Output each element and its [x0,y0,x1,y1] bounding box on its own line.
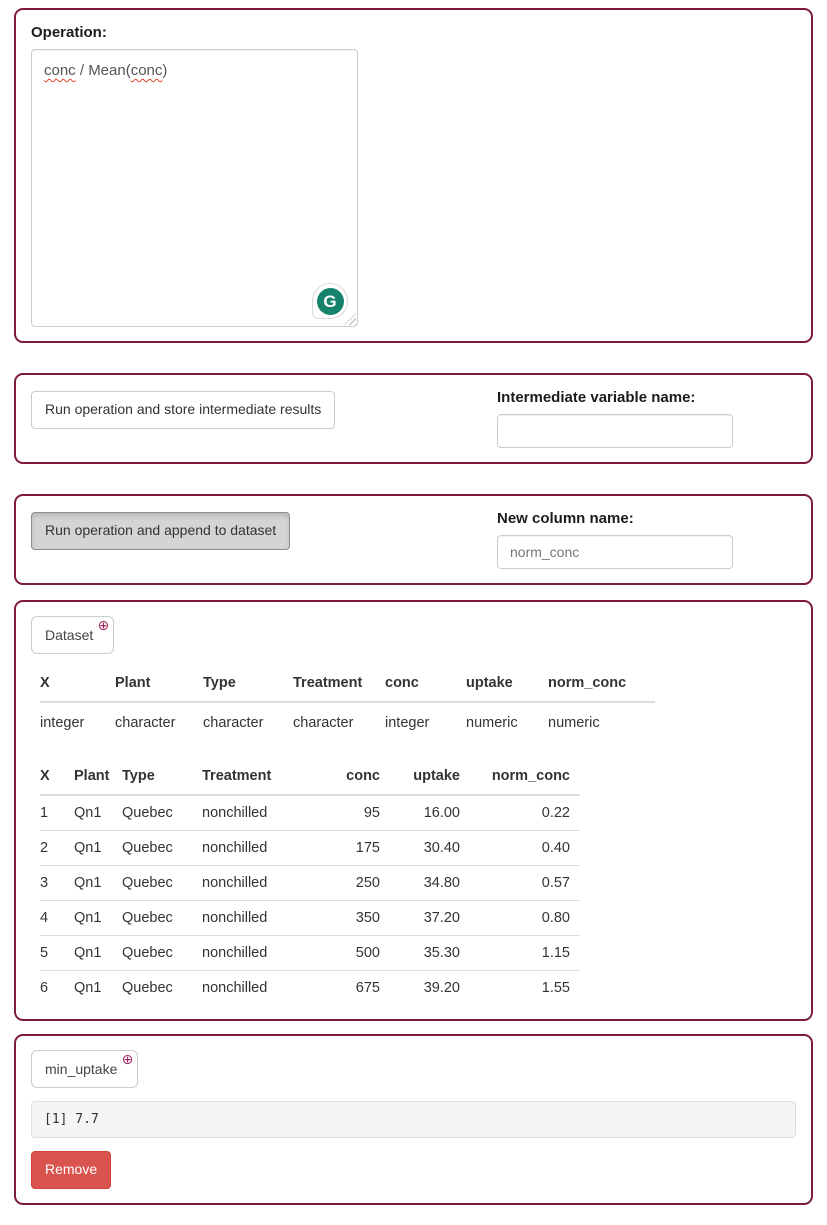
table-cell: character [115,715,176,731]
operation-label: Operation: [31,24,107,41]
table-cell: 175 [320,831,390,866]
table-row [40,901,580,936]
table-cell: Qn1 [74,901,122,936]
misspelled-word: conc [130,62,163,79]
table-cell: Qn1 [74,980,102,996]
table-cell: 0.80 [470,901,580,936]
append-panel-right [497,510,733,569]
column-header: norm_conc [548,667,655,702]
table-cell: 1 [40,795,74,831]
table-cell: nonchilled [202,866,320,901]
table-cell: Qn1 [74,866,122,901]
table-cell: Quebec [122,831,202,866]
dataset-schema-table [40,667,655,740]
new-column-input[interactable] [497,535,733,569]
intermediate-panel-right [497,389,733,448]
table-cell: nonchilled [202,795,320,831]
table-cell: 0.40 [470,831,580,866]
table-cell: character [203,715,264,731]
table-cell: Quebec [122,980,173,996]
tab-dataset[interactable] [31,616,114,654]
table-cell: Qn1 [74,795,122,831]
table-cell: nonchilled [202,831,320,866]
column-header: Type [203,667,293,702]
table-cell: Qn1 [74,831,122,866]
table-cell: 37.20 [390,901,470,936]
grammarly-g-letter: G [317,288,344,315]
column-header: conc [320,760,390,795]
column-header: uptake [466,667,548,702]
table-cell: 675 [355,980,380,996]
table-cell: 1.15 [470,936,580,971]
operation-panel [14,8,813,343]
table-cell: 0.57 [470,866,580,901]
table-cell: 34.80 [390,866,470,901]
table-cell: 30.40 [390,831,470,866]
table-row [40,795,580,831]
table-row [40,866,580,901]
table-cell: character [293,715,354,731]
table-cell: 0.22 [470,795,580,831]
table-cell: 5 [40,936,74,971]
column-header: conc [385,667,466,702]
column-header: Plant [74,760,122,795]
column-header: X [40,760,74,795]
table-cell: nonchilled [202,980,268,996]
append-panel-left [31,510,497,550]
table-row [40,702,655,740]
table-cell: numeric [466,715,518,731]
table-cell: nonchilled [202,901,320,936]
table-cell: Quebec [122,936,202,971]
table-cell: Quebec [122,901,202,936]
intermediate-variable-input[interactable] [497,414,733,448]
column-header: norm_conc [470,760,580,795]
table-cell: 4 [40,901,74,936]
tab-min-uptake[interactable] [31,1050,138,1088]
remove-button[interactable]: Remove [31,1151,111,1189]
table-cell: nonchilled [202,936,320,971]
intermediate-panel [14,373,813,464]
column-header: X [40,667,115,702]
column-header: uptake [390,760,470,795]
table-cell: 500 [320,936,390,971]
table-row [40,936,580,971]
table-cell: 350 [320,901,390,936]
table-cell: 35.30 [390,936,470,971]
column-header: Treatment [202,760,320,795]
circle-plus-icon[interactable]: ⊕ [121,1051,134,1067]
table-cell: Quebec [122,795,202,831]
dataset-panel [14,600,813,1021]
table-row [40,831,580,866]
append-panel [14,494,813,585]
column-header: Type [122,760,202,795]
new-column-label: New column name: [497,510,634,527]
intermediate-variable-label: Intermediate variable name: [497,389,696,406]
tab-min-uptake-label: min_uptake [45,1061,118,1077]
operation-textarea-wrap [31,49,358,327]
header-row [40,667,655,702]
table-cell: 95 [320,795,390,831]
table-cell: 6 [40,980,49,996]
header-row [40,760,580,795]
table-cell: 3 [40,866,74,901]
table-cell: Quebec [122,866,202,901]
min-uptake-output: [1] 7.7 [31,1101,796,1138]
circle-plus-icon[interactable]: ⊕ [97,617,110,633]
table-cell: numeric [548,715,600,731]
table-cell: integer [40,715,85,731]
text-segment: ) [162,62,168,79]
column-header: Plant [115,667,203,702]
table-cell: integer [385,715,430,731]
table-cell: 39.20 [423,980,460,996]
table-row [40,971,580,1006]
dataset-data-table [40,760,580,1005]
table-cell: 2 [40,831,74,866]
run-store-intermediate-button[interactable]: Run operation and store intermediate results [31,391,335,429]
min-uptake-panel [14,1034,813,1205]
table-cell: 16.00 [390,795,470,831]
column-header: Treatment [293,667,385,702]
run-append-dataset-button[interactable]: Run operation and append to dataset [31,512,290,550]
misspelled-word: conc [44,62,76,79]
text-segment: / Mean( [75,62,131,79]
table-cell: 250 [320,866,390,901]
grammarly-icon[interactable] [312,283,348,319]
intermediate-panel-left [31,389,497,429]
operation-textarea[interactable] [31,49,358,327]
table-cell: 1.55 [541,980,570,996]
table-cell: Qn1 [74,936,122,971]
tab-dataset-label: Dataset [45,627,94,643]
